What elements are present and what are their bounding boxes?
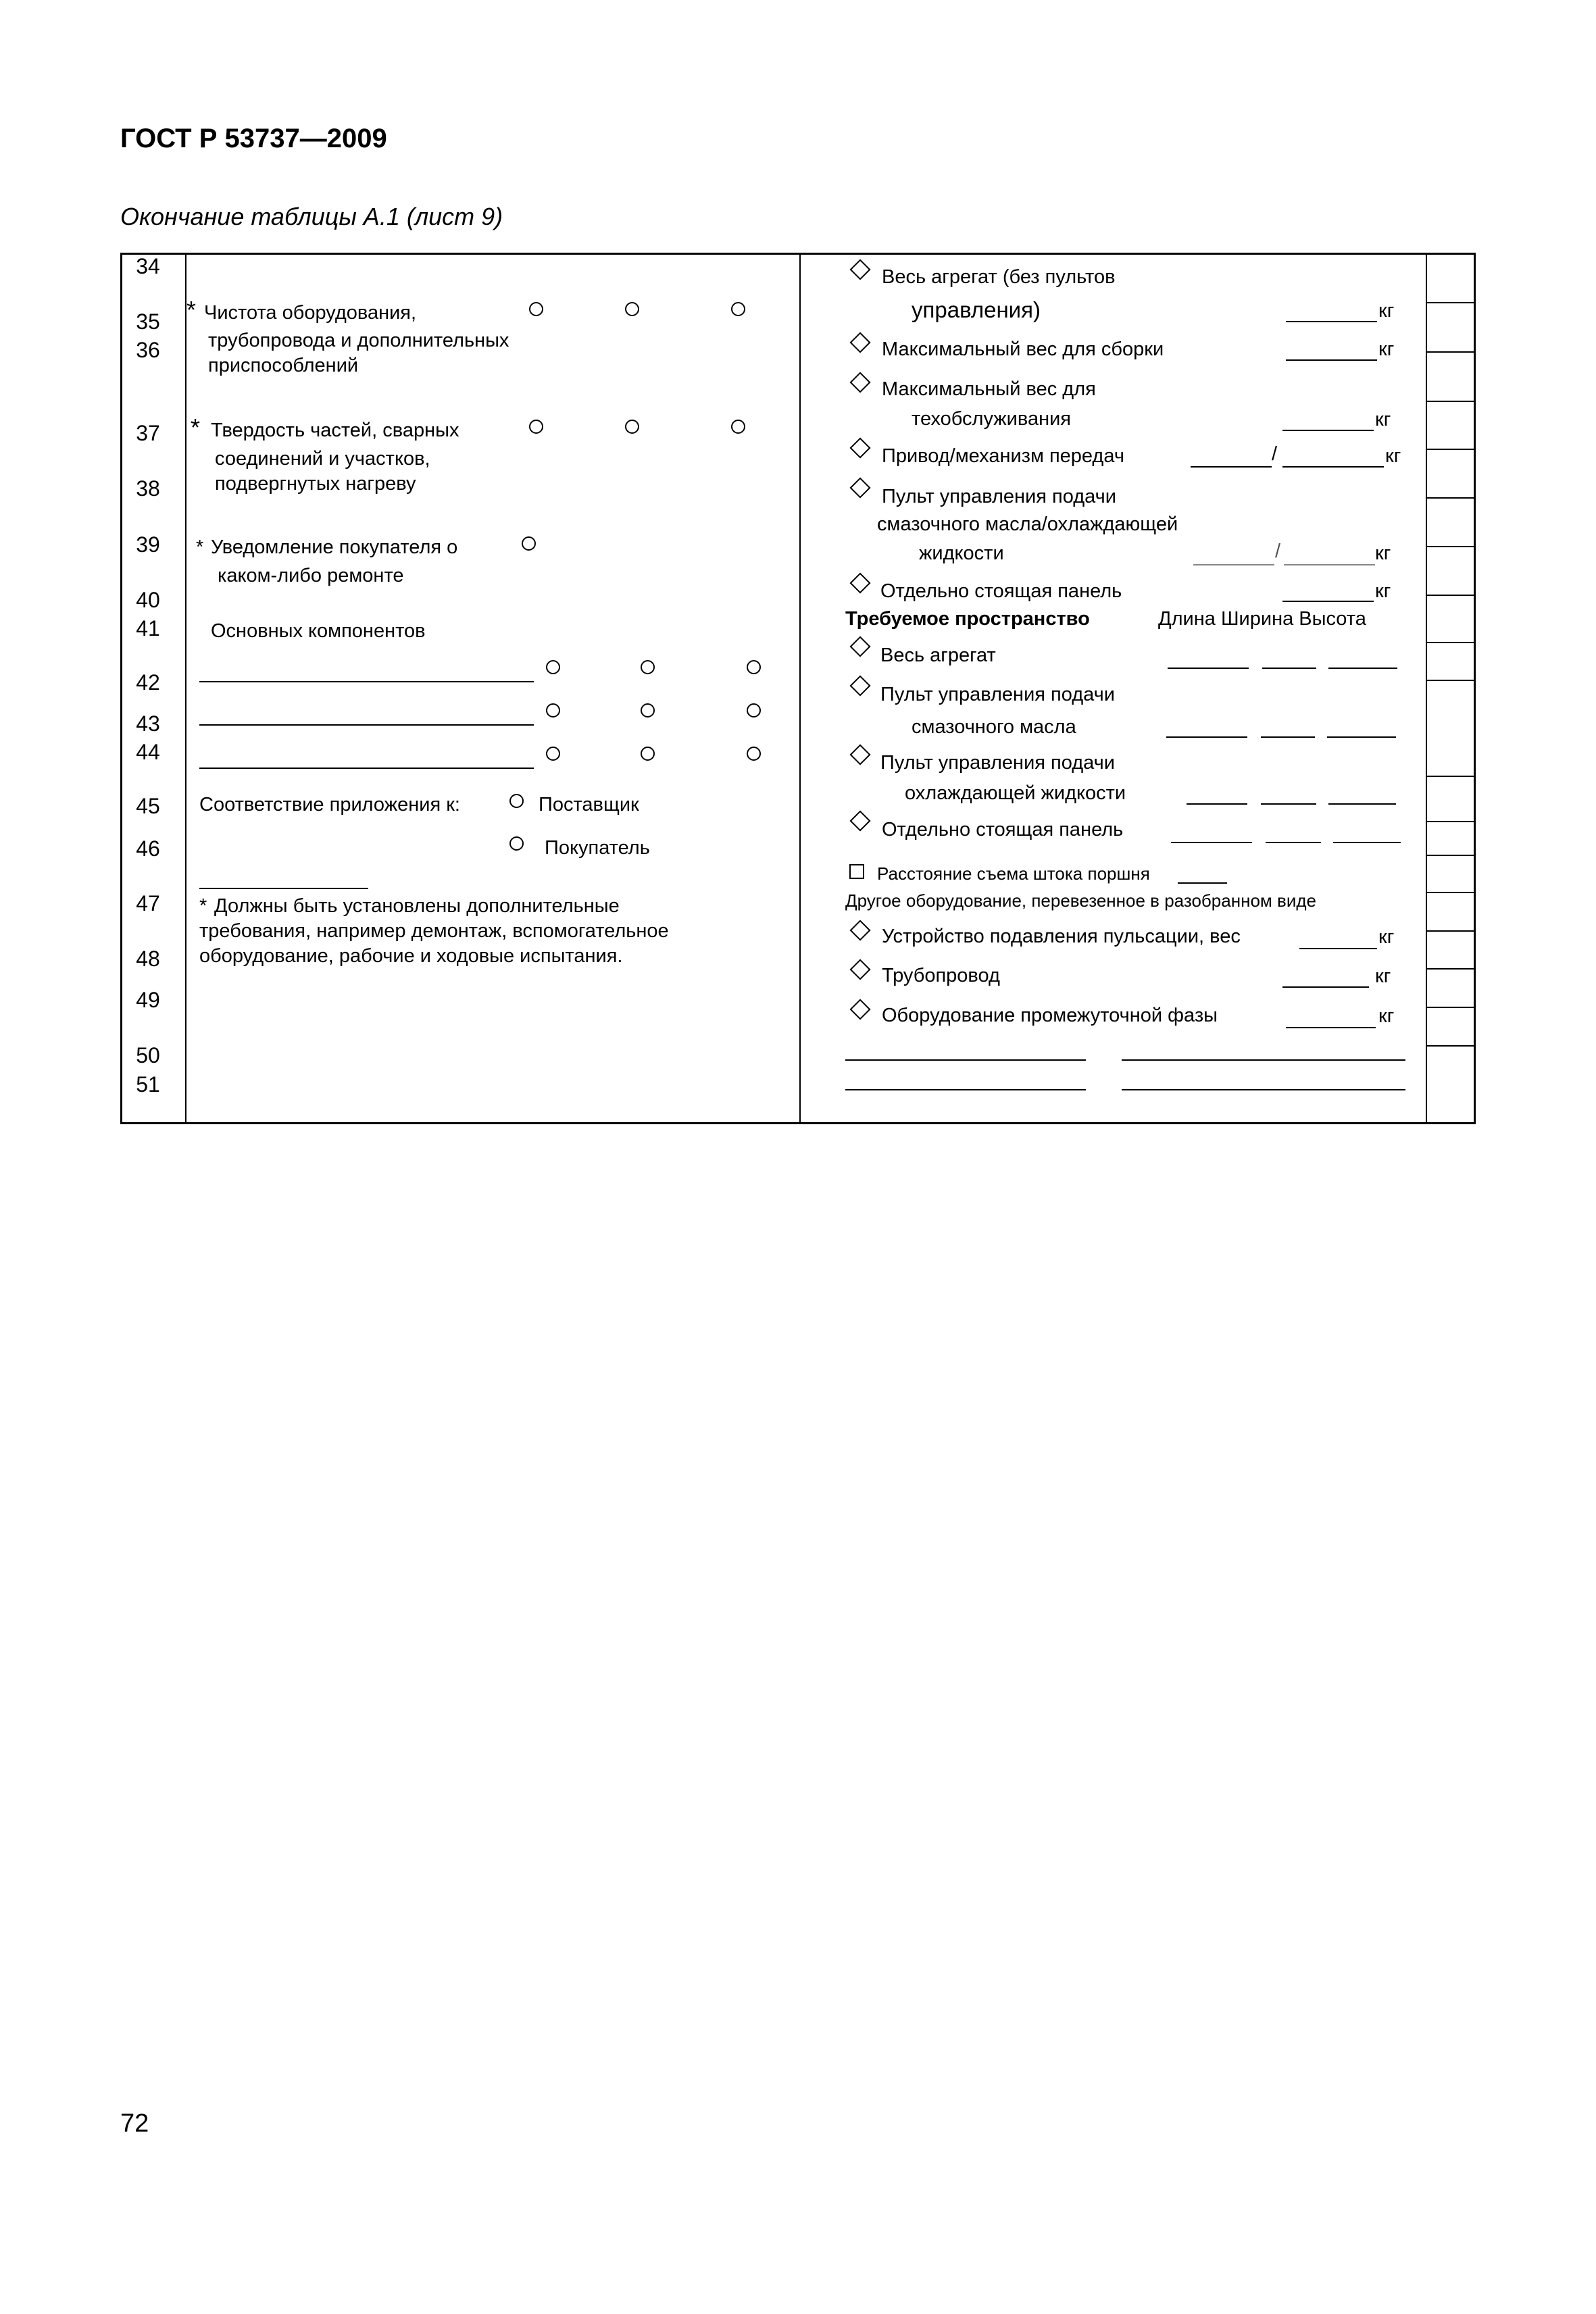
radio-option[interactable] [546,747,560,761]
weight-field[interactable] [1286,321,1377,322]
check-cell-border [1426,855,1476,856]
weight-field[interactable] [1282,466,1384,468]
hardness-label: Твердость частей, сварных [211,420,459,441]
console-label: жидкости [919,543,1004,564]
weight-field[interactable] [1284,564,1375,565]
pulsation-label: Устройство подавления пульсации, вес [882,926,1241,947]
row-number: 49 [136,988,160,1012]
unit-kg: кг [1378,300,1395,322]
cleanliness-label: приспособлений [208,355,359,376]
hardness-label: подвергнутых нагреву [215,473,416,495]
row-number: 45 [136,794,160,818]
check-cell-border [1426,1045,1476,1047]
length-field[interactable] [1166,736,1247,738]
asterisk: * [191,413,201,441]
space-cool-label: охлаждающей жидкости [905,782,1126,804]
unit-kg: кг [1375,965,1391,987]
supplier-label: Поставщик [539,794,639,815]
cleanliness-label: трубопровода и дополнительных [208,330,509,351]
radio-option[interactable] [731,420,745,434]
piston-checkbox[interactable] [849,864,864,879]
drive-label: Привод/механизм передач [882,445,1124,467]
page-number: 72 [120,2109,149,2138]
unit-kg: кг [1375,409,1391,430]
width-field[interactable] [1261,736,1315,738]
height-field[interactable] [1328,803,1396,805]
asterisk: * [186,296,197,324]
check-cell-border [1426,821,1476,822]
table-subtitle: Окончание таблицы А.1 (лист 9) [120,203,503,230]
radio-buyer[interactable] [509,836,524,851]
check-cell-border [1426,930,1476,932]
max-assembly-label: Максимальный вес для сборки [882,338,1164,360]
row-number: 43 [136,711,160,736]
row-number: 39 [136,532,160,557]
notify-label: Уведомление покупателя о [211,536,458,558]
compliance-label: Соответствие приложения к: [199,794,460,815]
check-cell-border [1426,1007,1476,1008]
radio-option[interactable] [641,703,655,718]
hardness-label: соединений и участков, [215,448,430,470]
row-number: 40 [136,588,160,612]
space-panel-label: Отдельно стоящая панель [882,819,1124,840]
weight-field[interactable] [1282,601,1374,602]
footnote-text: требования, например демонтаж, вспомогательное [199,920,669,942]
height-field[interactable] [1333,842,1401,843]
check-cell-border [1426,680,1476,681]
blank-line[interactable] [199,768,534,769]
max-service-label: техобслуживания [912,408,1072,430]
slash-separator: / [1272,443,1278,465]
space-section-title: Требуемое пространство [845,608,1090,630]
radio-option[interactable] [546,660,560,674]
weight-field[interactable] [1299,948,1377,949]
check-cell-border [1426,968,1476,970]
row-number: 42 [136,670,160,695]
unit-kg: кг [1375,580,1391,602]
space-cool-label: Пульт управления подачи [880,752,1115,774]
length-field[interactable] [1171,842,1252,843]
slash-separator: / [1275,540,1281,562]
piston-label: Расстояние съема штока поршня [877,863,1150,884]
row-number: 38 [136,476,160,501]
check-cell-border [1426,351,1476,353]
row-number: 37 [136,421,160,445]
form-table [120,253,1476,1124]
weight-field[interactable] [1191,466,1272,468]
radio-option[interactable] [747,703,761,718]
asterisk: * [196,536,204,558]
column-divider [185,255,186,1122]
interstage-label: Оборудование промежуточной фазы [882,1005,1218,1026]
cleanliness-label: Чистота оборудования, [204,302,417,324]
blank-line[interactable] [199,724,534,726]
weight-field[interactable] [1286,1027,1376,1028]
height-field[interactable] [1328,668,1397,669]
main-components-label: Основных компонентов [211,620,426,642]
row-number: 47 [136,891,160,915]
row-number: 41 [136,616,160,640]
space-columns-header: Длина Ширина Высота [1158,608,1366,630]
max-service-label: Максимальный вес для [882,378,1096,400]
radio-option[interactable] [529,302,543,316]
radio-option[interactable] [625,302,639,316]
check-cell-border [1426,776,1476,777]
radio-option[interactable] [641,660,655,674]
row-number: 36 [136,338,160,362]
radio-option[interactable] [546,703,560,718]
row-number: 51 [136,1072,160,1097]
space-oil-label: Пульт управления подачи [880,684,1115,705]
length-field[interactable] [1187,803,1247,805]
radio-option[interactable] [731,302,745,316]
unit-kg: кг [1378,926,1395,948]
footnote-text: Должны быть установлены дополнительные [214,895,620,917]
row-number: 46 [136,836,160,861]
length-field[interactable] [1168,668,1249,669]
blank-line[interactable] [1122,1059,1405,1061]
footnote-separator [199,888,368,889]
radio-option[interactable] [625,420,639,434]
width-field[interactable] [1262,668,1316,669]
weight-field[interactable] [1282,430,1374,431]
check-cell-border [1426,302,1476,303]
piston-field[interactable] [1178,882,1227,884]
unit-kg: кг [1385,445,1401,467]
document-header: ГОСТ Р 53737—2009 [120,124,387,153]
row-number: 34 [136,254,160,278]
console-label: Пульт управления подачи [882,486,1116,507]
weight-field[interactable] [1282,986,1369,988]
footnote-text: оборудование, рабочие и ходовые испытания. [199,945,623,967]
check-cell-border [1426,546,1476,547]
space-unit-label: Весь агрегат [880,645,996,666]
weight-field[interactable] [1193,564,1274,565]
footnote-asterisk: * [199,895,207,917]
other-equipment-label: Другое оборудование, перевезенное в разобранном виде [845,890,1316,911]
width-field[interactable] [1266,842,1321,843]
check-cell-border [1426,595,1476,596]
blank-line[interactable] [845,1059,1086,1061]
column-divider [799,255,801,1122]
check-cell-border [1426,642,1476,643]
row-number: 35 [136,309,160,334]
radio-option[interactable] [641,747,655,761]
check-cell-border [1426,449,1476,450]
unit-kg: кг [1378,338,1395,360]
blank-line[interactable] [845,1089,1086,1090]
radio-option[interactable] [747,747,761,761]
check-cell-border [1426,401,1476,402]
width-field[interactable] [1261,803,1316,805]
panel-label: Отдельно стоящая панель [880,580,1122,602]
radio-option[interactable] [747,660,761,674]
row-number: 50 [136,1043,160,1067]
weight-field[interactable] [1286,359,1377,361]
check-cell-border [1426,892,1476,893]
pipe-label: Трубопровод [882,965,1000,986]
whole-unit-label: Весь агрегат (без пультов [882,266,1116,288]
buyer-label: Покупатель [545,837,650,859]
check-cell-border [1426,497,1476,499]
row-number: 44 [136,740,160,764]
radio-option[interactable] [522,536,536,551]
whole-unit-label: управления) [912,297,1041,322]
height-field[interactable] [1327,736,1396,738]
notify-label: каком-либо ремонте [218,565,404,586]
console-label: смазочного масла/охлаждающей [877,513,1178,535]
space-oil-label: смазочного масла [912,716,1076,738]
radio-supplier[interactable] [509,794,524,808]
unit-kg: кг [1378,1005,1395,1027]
column-divider [1426,255,1427,1122]
blank-line[interactable] [199,681,534,682]
radio-option[interactable] [529,420,543,434]
unit-kg: кг [1375,543,1391,564]
row-number: 48 [136,947,160,971]
blank-line[interactable] [1122,1089,1405,1090]
